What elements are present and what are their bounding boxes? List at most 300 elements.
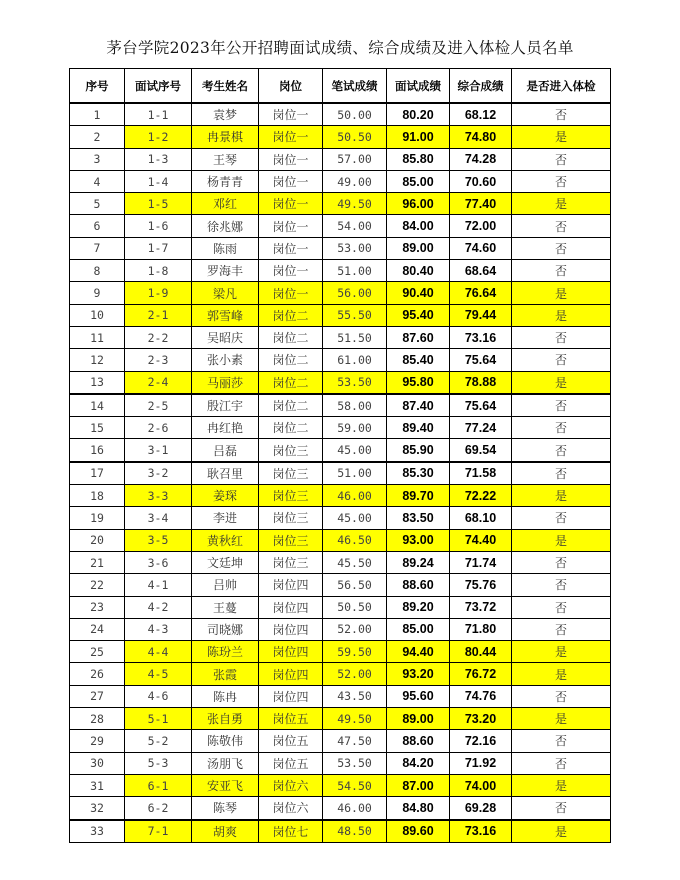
table-row	[70, 394, 611, 417]
written-score: 45.00	[323, 439, 387, 462]
written-score: 51.00	[323, 260, 387, 282]
total-score: 74.60	[450, 237, 512, 259]
candidate-name: 张自勇	[192, 708, 259, 730]
candidate-name: 邓红	[192, 193, 259, 215]
row-index: 19	[70, 507, 125, 529]
row-index: 2	[70, 126, 125, 148]
physical-exam-status: 是	[512, 529, 611, 551]
row-index: 13	[70, 371, 125, 394]
written-score: 50.50	[323, 126, 387, 148]
interview-score: 87.60	[387, 326, 450, 348]
written-score: 51.50	[323, 326, 387, 348]
candidate-name: 汤朋飞	[192, 752, 259, 774]
total-score: 74.80	[450, 126, 512, 148]
table-row	[70, 193, 611, 215]
position: 岗位三	[259, 507, 323, 529]
total-score: 71.58	[450, 462, 512, 485]
position: 岗位四	[259, 596, 323, 618]
candidate-name: 吕磊	[192, 439, 259, 462]
row-index: 31	[70, 774, 125, 796]
table-row	[70, 685, 611, 707]
position: 岗位四	[259, 618, 323, 640]
physical-exam-status: 是	[512, 282, 611, 304]
written-score: 50.50	[323, 596, 387, 618]
table-row	[70, 371, 611, 394]
physical-exam-status: 否	[512, 103, 611, 126]
position: 岗位一	[259, 148, 323, 170]
table-row	[70, 148, 611, 170]
interview-score: 89.00	[387, 708, 450, 730]
physical-exam-status: 否	[512, 394, 611, 417]
table-row	[70, 618, 611, 640]
interview-no: 3-4	[125, 507, 192, 529]
row-index: 16	[70, 439, 125, 462]
physical-exam-status: 否	[512, 618, 611, 640]
total-score: 75.64	[450, 394, 512, 417]
written-score: 52.00	[323, 663, 387, 685]
interview-no: 3-5	[125, 529, 192, 551]
total-score: 76.64	[450, 282, 512, 304]
physical-exam-status: 否	[512, 148, 611, 170]
candidate-name: 胡爽	[192, 820, 259, 843]
header-interview-no: 面试序号	[125, 69, 192, 104]
interview-score: 85.00	[387, 618, 450, 640]
interview-no: 4-3	[125, 618, 192, 640]
candidate-name: 陈玢兰	[192, 641, 259, 663]
table-row	[70, 126, 611, 148]
row-index: 17	[70, 462, 125, 485]
table-row	[70, 170, 611, 192]
interview-score: 88.60	[387, 730, 450, 752]
interview-score: 90.40	[387, 282, 450, 304]
interview-score: 91.00	[387, 126, 450, 148]
position: 岗位二	[259, 304, 323, 326]
position: 岗位二	[259, 371, 323, 394]
position: 岗位三	[259, 439, 323, 462]
physical-exam-status: 否	[512, 551, 611, 573]
interview-score: 94.40	[387, 641, 450, 663]
total-score: 72.16	[450, 730, 512, 752]
candidate-name: 徐兆娜	[192, 215, 259, 237]
row-index: 9	[70, 282, 125, 304]
row-index: 20	[70, 529, 125, 551]
header-physical-exam: 是否进入体检	[512, 69, 611, 104]
interview-score: 80.20	[387, 103, 450, 126]
table-row	[70, 730, 611, 752]
table-row	[70, 260, 611, 282]
position: 岗位四	[259, 574, 323, 596]
total-score: 73.20	[450, 708, 512, 730]
position: 岗位四	[259, 685, 323, 707]
physical-exam-status: 否	[512, 730, 611, 752]
total-score: 78.88	[450, 371, 512, 394]
total-score: 77.40	[450, 193, 512, 215]
candidate-name: 张霞	[192, 663, 259, 685]
total-score: 74.28	[450, 148, 512, 170]
written-score: 45.00	[323, 507, 387, 529]
written-score: 56.00	[323, 282, 387, 304]
row-index: 8	[70, 260, 125, 282]
table-row	[70, 215, 611, 237]
interview-no: 6-1	[125, 774, 192, 796]
position: 岗位五	[259, 752, 323, 774]
written-score: 54.00	[323, 215, 387, 237]
interview-no: 2-4	[125, 371, 192, 394]
interview-score: 85.40	[387, 349, 450, 371]
table-row	[70, 439, 611, 462]
row-index: 25	[70, 641, 125, 663]
position: 岗位五	[259, 730, 323, 752]
total-score: 73.16	[450, 820, 512, 843]
interview-score: 85.80	[387, 148, 450, 170]
table-row	[70, 529, 611, 551]
position: 岗位一	[259, 215, 323, 237]
candidate-name: 司晓娜	[192, 618, 259, 640]
interview-no: 1-5	[125, 193, 192, 215]
position: 岗位四	[259, 641, 323, 663]
page-title: 茅台学院2023年公开招聘面试成绩、综合成绩及进入体检人员名单	[106, 39, 574, 57]
position: 岗位一	[259, 282, 323, 304]
physical-exam-status: 否	[512, 170, 611, 192]
candidate-name: 吴昭庆	[192, 326, 259, 348]
physical-exam-status: 否	[512, 752, 611, 774]
written-score: 47.50	[323, 730, 387, 752]
interview-score: 95.60	[387, 685, 450, 707]
position: 岗位一	[259, 170, 323, 192]
interview-no: 1-2	[125, 126, 192, 148]
header-name: 考生姓名	[192, 69, 259, 104]
candidate-name: 陈琴	[192, 797, 259, 820]
header-interview-score: 面试成绩	[387, 69, 450, 104]
row-index: 11	[70, 326, 125, 348]
row-index: 18	[70, 485, 125, 507]
interview-no: 3-2	[125, 462, 192, 485]
position: 岗位二	[259, 394, 323, 417]
written-score: 58.00	[323, 394, 387, 417]
row-index: 5	[70, 193, 125, 215]
row-index: 21	[70, 551, 125, 573]
interview-no: 2-6	[125, 417, 192, 439]
candidate-name: 姜琛	[192, 485, 259, 507]
table-row	[70, 663, 611, 685]
position: 岗位六	[259, 774, 323, 796]
interview-score: 89.24	[387, 551, 450, 573]
interview-score: 87.40	[387, 394, 450, 417]
interview-no: 3-6	[125, 551, 192, 573]
candidate-name: 耿召里	[192, 462, 259, 485]
header-written-score: 笔试成绩	[323, 69, 387, 104]
table-row	[70, 551, 611, 573]
interview-score: 95.40	[387, 304, 450, 326]
table-row	[70, 708, 611, 730]
row-index: 15	[70, 417, 125, 439]
interview-score: 89.20	[387, 596, 450, 618]
interview-no: 1-8	[125, 260, 192, 282]
interview-score: 85.00	[387, 170, 450, 192]
header-row	[70, 69, 611, 104]
written-score: 56.50	[323, 574, 387, 596]
written-score: 50.00	[323, 103, 387, 126]
total-score: 74.76	[450, 685, 512, 707]
total-score: 72.22	[450, 485, 512, 507]
interview-no: 2-5	[125, 394, 192, 417]
physical-exam-status: 否	[512, 462, 611, 485]
interview-no: 2-3	[125, 349, 192, 371]
candidate-name: 陈雨	[192, 237, 259, 259]
table-row	[70, 596, 611, 618]
written-score: 57.00	[323, 148, 387, 170]
written-score: 53.00	[323, 237, 387, 259]
candidate-name: 张小素	[192, 349, 259, 371]
candidate-name: 殷江宇	[192, 394, 259, 417]
table-row	[70, 237, 611, 259]
interview-score: 80.40	[387, 260, 450, 282]
position: 岗位二	[259, 417, 323, 439]
physical-exam-status: 否	[512, 596, 611, 618]
position: 岗位四	[259, 663, 323, 685]
row-index: 7	[70, 237, 125, 259]
physical-exam-status: 否	[512, 417, 611, 439]
row-index: 6	[70, 215, 125, 237]
physical-exam-status: 是	[512, 641, 611, 663]
row-index: 23	[70, 596, 125, 618]
physical-exam-status: 否	[512, 507, 611, 529]
table-row	[70, 417, 611, 439]
interview-no: 4-1	[125, 574, 192, 596]
physical-exam-status: 是	[512, 304, 611, 326]
position: 岗位一	[259, 193, 323, 215]
row-index: 12	[70, 349, 125, 371]
header-position: 岗位	[259, 69, 323, 104]
interview-no: 1-4	[125, 170, 192, 192]
interview-score: 96.00	[387, 193, 450, 215]
candidate-name: 陈敬伟	[192, 730, 259, 752]
written-score: 46.00	[323, 485, 387, 507]
interview-score: 85.30	[387, 462, 450, 485]
interview-no: 3-1	[125, 439, 192, 462]
row-index: 27	[70, 685, 125, 707]
interview-score: 87.00	[387, 774, 450, 796]
position: 岗位一	[259, 260, 323, 282]
interview-score: 89.40	[387, 417, 450, 439]
position: 岗位一	[259, 103, 323, 126]
row-index: 26	[70, 663, 125, 685]
total-score: 75.64	[450, 349, 512, 371]
candidate-name: 梁凡	[192, 282, 259, 304]
physical-exam-status: 是	[512, 663, 611, 685]
candidate-name: 黄秋红	[192, 529, 259, 551]
total-score: 70.60	[450, 170, 512, 192]
interview-no: 1-9	[125, 282, 192, 304]
total-score: 71.74	[450, 551, 512, 573]
interview-score: 84.80	[387, 797, 450, 820]
position: 岗位三	[259, 485, 323, 507]
physical-exam-status: 是	[512, 774, 611, 796]
header-total-score: 综合成绩	[450, 69, 512, 104]
candidate-name: 冉红艳	[192, 417, 259, 439]
written-score: 46.00	[323, 797, 387, 820]
physical-exam-status: 否	[512, 574, 611, 596]
table-row	[70, 349, 611, 371]
interview-no: 2-2	[125, 326, 192, 348]
written-score: 53.50	[323, 752, 387, 774]
candidate-name: 王蔓	[192, 596, 259, 618]
table-row	[70, 485, 611, 507]
physical-exam-status: 否	[512, 326, 611, 348]
interview-score: 95.80	[387, 371, 450, 394]
total-score: 73.16	[450, 326, 512, 348]
candidate-name: 马丽莎	[192, 371, 259, 394]
row-index: 29	[70, 730, 125, 752]
physical-exam-status: 是	[512, 820, 611, 843]
physical-exam-status: 是	[512, 193, 611, 215]
total-score: 80.44	[450, 641, 512, 663]
position: 岗位七	[259, 820, 323, 843]
written-score: 45.50	[323, 551, 387, 573]
total-score: 68.12	[450, 103, 512, 126]
interview-no: 1-3	[125, 148, 192, 170]
candidate-name: 郭雪峰	[192, 304, 259, 326]
total-score: 76.72	[450, 663, 512, 685]
written-score: 52.00	[323, 618, 387, 640]
row-index: 32	[70, 797, 125, 820]
position: 岗位三	[259, 462, 323, 485]
interview-score: 89.60	[387, 820, 450, 843]
table-row	[70, 304, 611, 326]
physical-exam-status: 是	[512, 485, 611, 507]
interview-no: 5-2	[125, 730, 192, 752]
written-score: 51.00	[323, 462, 387, 485]
candidate-name: 杨青青	[192, 170, 259, 192]
total-score: 69.54	[450, 439, 512, 462]
interview-no: 1-7	[125, 237, 192, 259]
candidate-name: 文廷坤	[192, 551, 259, 573]
interview-no: 4-2	[125, 596, 192, 618]
interview-score: 89.70	[387, 485, 450, 507]
candidate-name: 陈冉	[192, 685, 259, 707]
candidate-name: 王琴	[192, 148, 259, 170]
physical-exam-status: 否	[512, 685, 611, 707]
position: 岗位三	[259, 529, 323, 551]
total-score: 69.28	[450, 797, 512, 820]
physical-exam-status: 是	[512, 126, 611, 148]
row-index: 22	[70, 574, 125, 596]
row-index: 1	[70, 103, 125, 126]
candidate-name: 冉景棋	[192, 126, 259, 148]
candidate-name: 罗海丰	[192, 260, 259, 282]
interview-no: 5-1	[125, 708, 192, 730]
total-score: 75.76	[450, 574, 512, 596]
position: 岗位一	[259, 126, 323, 148]
interview-score: 93.20	[387, 663, 450, 685]
interview-score: 84.00	[387, 215, 450, 237]
interview-no: 4-6	[125, 685, 192, 707]
physical-exam-status: 是	[512, 708, 611, 730]
candidate-name: 安亚飞	[192, 774, 259, 796]
written-score: 43.50	[323, 685, 387, 707]
written-score: 61.00	[323, 349, 387, 371]
position: 岗位二	[259, 326, 323, 348]
position: 岗位一	[259, 237, 323, 259]
row-index: 33	[70, 820, 125, 843]
total-score: 73.72	[450, 596, 512, 618]
written-score: 49.50	[323, 708, 387, 730]
total-score: 77.24	[450, 417, 512, 439]
interview-no: 3-3	[125, 485, 192, 507]
row-index: 4	[70, 170, 125, 192]
written-score: 49.00	[323, 170, 387, 192]
table-row	[70, 820, 611, 843]
table-row	[70, 752, 611, 774]
written-score: 49.50	[323, 193, 387, 215]
interview-score: 85.90	[387, 439, 450, 462]
total-score: 74.40	[450, 529, 512, 551]
total-score: 71.80	[450, 618, 512, 640]
header-index: 序号	[70, 69, 125, 104]
total-score: 79.44	[450, 304, 512, 326]
interview-no: 1-6	[125, 215, 192, 237]
row-index: 24	[70, 618, 125, 640]
written-score: 46.50	[323, 529, 387, 551]
position: 岗位二	[259, 349, 323, 371]
physical-exam-status: 是	[512, 371, 611, 394]
written-score: 53.50	[323, 371, 387, 394]
written-score: 48.50	[323, 820, 387, 843]
physical-exam-status: 否	[512, 215, 611, 237]
physical-exam-status: 否	[512, 797, 611, 820]
table-row	[70, 326, 611, 348]
row-index: 10	[70, 304, 125, 326]
candidate-name: 李进	[192, 507, 259, 529]
physical-exam-status: 否	[512, 349, 611, 371]
table-row	[70, 774, 611, 796]
physical-exam-status: 否	[512, 439, 611, 462]
table-row	[70, 641, 611, 663]
results-table	[69, 68, 611, 843]
interview-no: 7-1	[125, 820, 192, 843]
written-score: 55.50	[323, 304, 387, 326]
written-score: 59.50	[323, 641, 387, 663]
position: 岗位五	[259, 708, 323, 730]
physical-exam-status: 否	[512, 237, 611, 259]
table-row	[70, 507, 611, 529]
interview-score: 93.00	[387, 529, 450, 551]
interview-score: 88.60	[387, 574, 450, 596]
interview-no: 5-3	[125, 752, 192, 774]
total-score: 68.64	[450, 260, 512, 282]
total-score: 74.00	[450, 774, 512, 796]
interview-score: 83.50	[387, 507, 450, 529]
position: 岗位三	[259, 551, 323, 573]
written-score: 59.00	[323, 417, 387, 439]
position: 岗位六	[259, 797, 323, 820]
row-index: 14	[70, 394, 125, 417]
row-index: 28	[70, 708, 125, 730]
row-index: 3	[70, 148, 125, 170]
interview-score: 89.00	[387, 237, 450, 259]
interview-no: 1-1	[125, 103, 192, 126]
interview-no: 6-2	[125, 797, 192, 820]
candidate-name: 袁梦	[192, 103, 259, 126]
table-row	[70, 282, 611, 304]
interview-no: 4-4	[125, 641, 192, 663]
physical-exam-status: 否	[512, 260, 611, 282]
total-score: 68.10	[450, 507, 512, 529]
total-score: 72.00	[450, 215, 512, 237]
interview-no: 2-1	[125, 304, 192, 326]
table-row	[70, 103, 611, 126]
interview-score: 84.20	[387, 752, 450, 774]
